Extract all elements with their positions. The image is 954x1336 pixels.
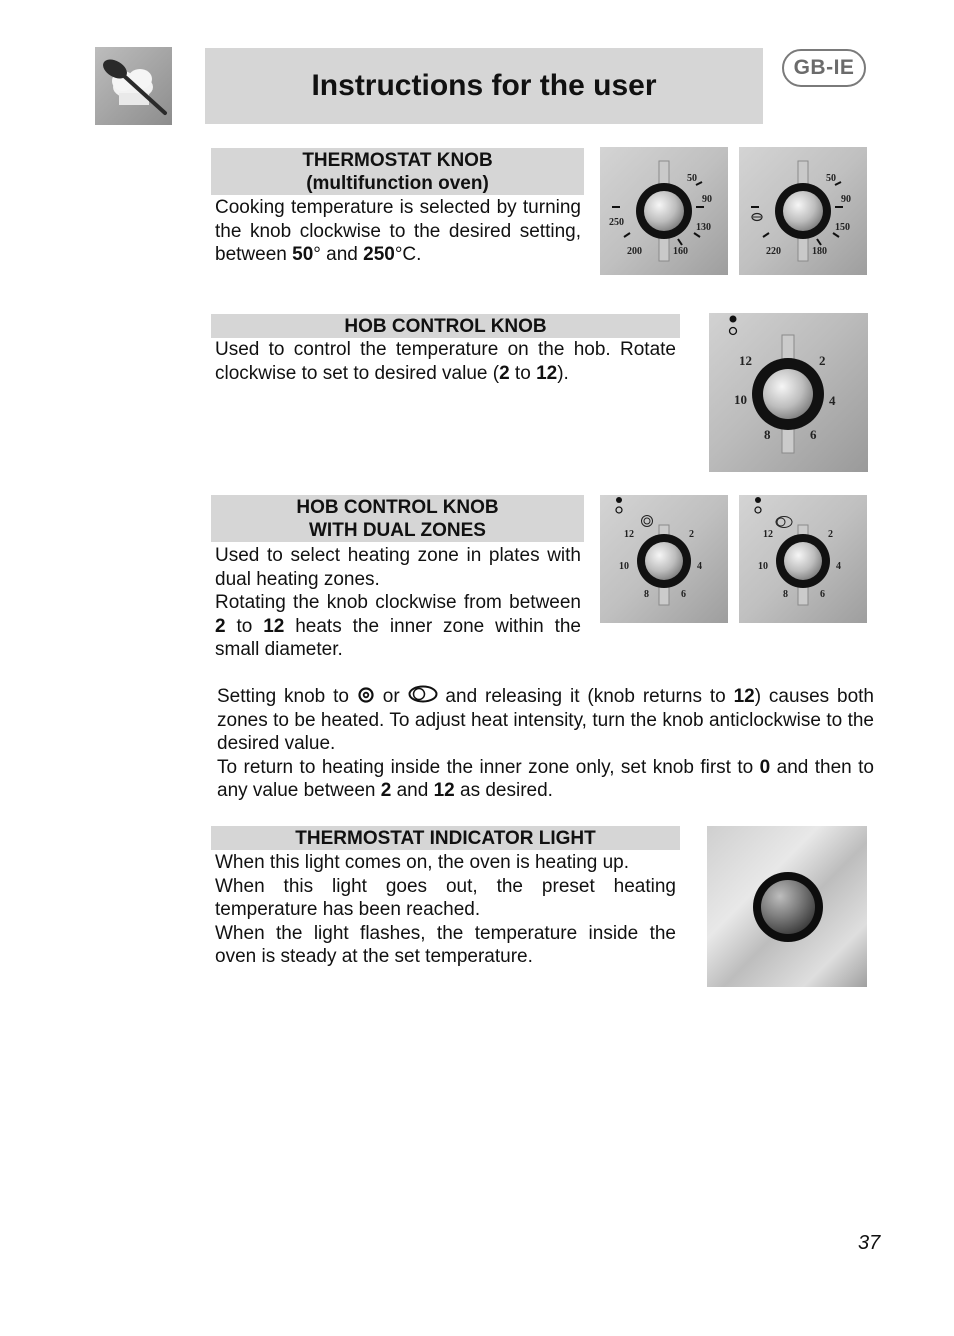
hob-knob-heading bbox=[211, 314, 680, 338]
indicator-light-text bbox=[215, 851, 676, 969]
dial-label: 250 bbox=[609, 217, 624, 228]
thermostat-dial-2 bbox=[739, 147, 867, 275]
text: °C. bbox=[394, 244, 422, 265]
dial-label: 130 bbox=[696, 222, 711, 233]
dial-label: 220 bbox=[766, 246, 781, 257]
dial-label: 180 bbox=[812, 246, 827, 257]
dial-label: 10 bbox=[619, 561, 629, 572]
hob-dial bbox=[709, 313, 868, 472]
text: To return to heating inside the inner zone only, set knob first to bbox=[217, 756, 760, 778]
page-number: 37 bbox=[858, 1232, 881, 1254]
dial-label: 2 bbox=[819, 353, 826, 368]
text: Setting knob to bbox=[217, 686, 357, 707]
value: 12 bbox=[263, 615, 285, 637]
dual-zone-dial-1 bbox=[600, 495, 728, 623]
dial-label: 6 bbox=[681, 589, 686, 600]
dual-zones-more-text bbox=[217, 685, 874, 803]
value: 12 bbox=[733, 686, 755, 707]
text: to bbox=[225, 615, 264, 637]
value: 12 bbox=[433, 780, 455, 801]
dial-label: 8 bbox=[764, 427, 771, 442]
value: 0 bbox=[759, 756, 771, 778]
text: ). bbox=[557, 362, 569, 384]
dial-label: 160 bbox=[673, 246, 688, 257]
heading-line: HOB CONTROL KNOB bbox=[296, 497, 499, 518]
spoon-chef-hat-icon bbox=[95, 47, 172, 125]
text: and then to any value between bbox=[217, 756, 874, 801]
indicator-light-heading bbox=[211, 826, 680, 850]
dial-label: 2 bbox=[689, 529, 694, 540]
dial-label: 6 bbox=[820, 589, 825, 600]
heading-line: THERMOSTAT KNOB bbox=[302, 150, 493, 171]
dial-label: 12 bbox=[763, 529, 773, 540]
heading-text: THERMOSTAT INDICATOR LIGHT bbox=[295, 828, 596, 849]
language-badge: GB-IE bbox=[782, 49, 866, 87]
paragraph: When this light goes out, the preset heating temperature has been reached. bbox=[215, 875, 676, 920]
thermostat-dial-1 bbox=[600, 147, 728, 275]
text: and bbox=[391, 780, 434, 801]
dual-zones-heading bbox=[211, 495, 584, 542]
text: Rotating the knob clockwise from between bbox=[215, 592, 581, 613]
dial-label: 10 bbox=[758, 561, 768, 572]
text: Used to control the temperature on the hob. Rotate clockwise to set to desired value ( bbox=[215, 339, 676, 384]
value-max: 250 bbox=[363, 244, 395, 265]
value: 2 bbox=[380, 780, 392, 801]
heading-line: WITH DUAL ZONES bbox=[309, 520, 486, 541]
dial-label: 6 bbox=[810, 427, 817, 442]
paragraph: When this light comes on, the oven is heating up. bbox=[215, 852, 630, 873]
text: as desired. bbox=[454, 780, 553, 801]
dial-label: 4 bbox=[829, 393, 836, 408]
dial-label: 2 bbox=[828, 529, 833, 540]
text: ) causes both zones to be heated. To adjust heat intensity, turn the knob anticlockwise to the desired value. bbox=[217, 686, 875, 754]
dial-label: 12 bbox=[739, 353, 752, 368]
dial-label: 4 bbox=[697, 561, 702, 572]
dial-label: 90 bbox=[702, 194, 712, 205]
heading-text: HOB CONTROL KNOB bbox=[344, 316, 547, 337]
page-title: Instructions for the user bbox=[311, 69, 657, 102]
value-min: 50 bbox=[292, 244, 314, 265]
dial-label: 8 bbox=[644, 589, 649, 600]
text: or bbox=[374, 686, 408, 707]
dial-label: 90 bbox=[841, 194, 851, 205]
text: to bbox=[509, 362, 537, 384]
value: 2 bbox=[499, 362, 510, 384]
dial-label: 4 bbox=[836, 561, 841, 572]
text: ° and bbox=[313, 244, 364, 265]
dual-zone-dial-2 bbox=[739, 495, 867, 623]
text: heats the inner zone within the small diameter. bbox=[215, 615, 581, 660]
chef-logo bbox=[95, 47, 172, 125]
oval-zone-icon bbox=[408, 685, 438, 703]
value: 2 bbox=[215, 615, 226, 637]
dual-zones-text bbox=[215, 544, 581, 662]
thermostat-knob-heading bbox=[211, 148, 584, 195]
text: and releasing it (knob returns to bbox=[437, 686, 734, 707]
dial-label: 50 bbox=[826, 173, 836, 184]
indicator-light-image bbox=[707, 826, 867, 987]
concentric-circles-icon bbox=[357, 687, 375, 703]
dial-label: 12 bbox=[624, 529, 634, 540]
value: 12 bbox=[536, 362, 558, 384]
dial-label: 8 bbox=[783, 589, 788, 600]
dial-label: 50 bbox=[687, 173, 697, 184]
paragraph: When the light flashes, the temperature inside the oven is steady at the set temperature. bbox=[215, 922, 676, 967]
paragraph: Used to select heating zone in plates with dual heating zones. bbox=[215, 545, 581, 590]
text: Cooking temperature is selected by turning the knob clockwise to the desired setting, between bbox=[215, 197, 581, 265]
dial-label: 200 bbox=[627, 246, 642, 257]
page-title-box bbox=[205, 48, 763, 124]
thermostat-knob-text bbox=[215, 196, 581, 267]
heading-line: (multifunction oven) bbox=[306, 173, 489, 194]
hob-knob-text bbox=[215, 338, 676, 385]
dial-label: 150 bbox=[835, 222, 850, 233]
dial-label: 10 bbox=[734, 392, 747, 407]
